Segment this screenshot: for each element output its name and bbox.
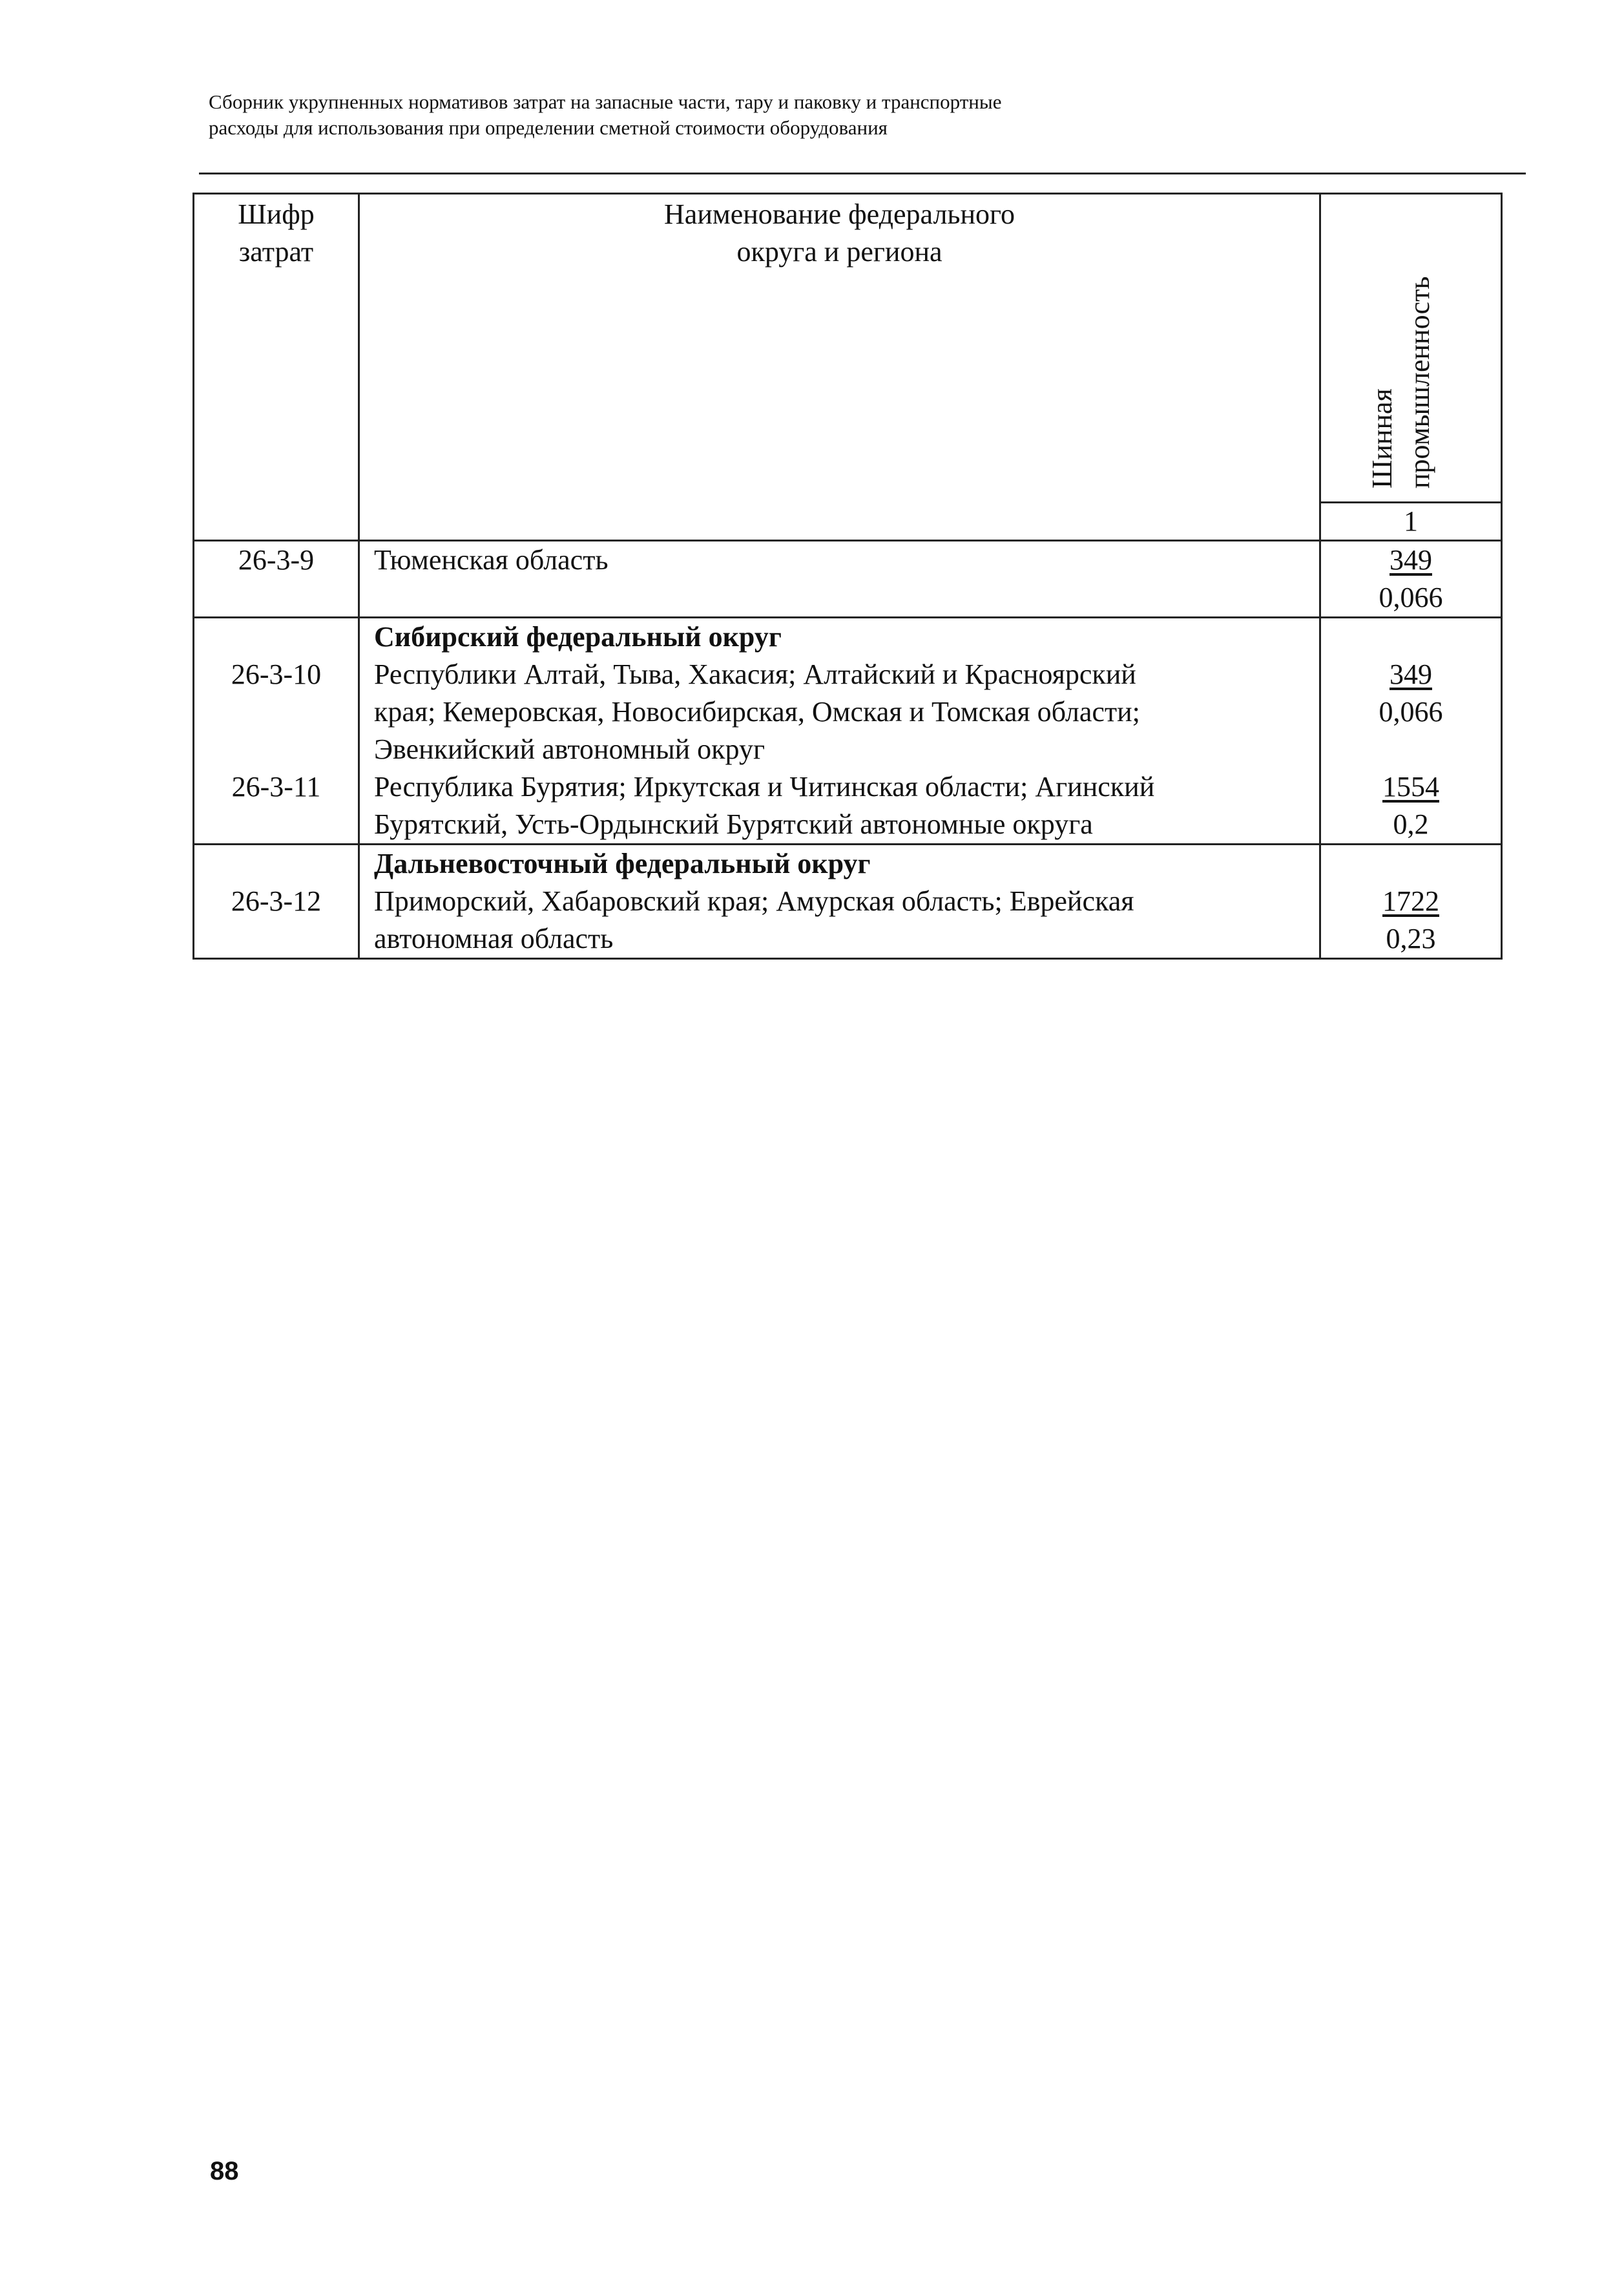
header-divider (199, 173, 1526, 174)
value-numerator: 1554 (1382, 771, 1439, 803)
region-line: Республика Бурятия; Иркутская и Читинская области; Агинский (374, 771, 1155, 803)
row-names (359, 845, 1320, 959)
header-name-line-2: округа и региона (736, 236, 942, 268)
header-industry-cell (1320, 194, 1502, 503)
header-name-line-1: Наименование федерального (664, 198, 1015, 230)
value-denominator: 0,2 (1393, 808, 1429, 840)
region-line: автономная область (374, 923, 614, 954)
header-industry-label (1364, 277, 1439, 489)
region-line: края; Кемеровская, Новосибирская, Омская и Томская области; (374, 696, 1140, 728)
row-codes (194, 845, 359, 959)
page-number: 88 (210, 2157, 239, 2185)
header-code-line-1: Шифр (238, 198, 315, 230)
table-header-row (194, 194, 1502, 503)
value-denominator: 0,23 (1386, 923, 1436, 954)
document-header (209, 89, 1494, 141)
row-names (359, 618, 1320, 845)
header-code-line-2: затрат (238, 236, 314, 268)
header-industry-line-1: Шинная (1366, 388, 1398, 489)
region-line: Эвенкийский автономный округ (374, 733, 765, 765)
row-value (1320, 541, 1502, 618)
header-line-1: Сборник укрупненных нормативов затрат на запасные части, тару и паковку и транспортные (209, 90, 1002, 113)
table-row-siberia (194, 618, 1502, 845)
row-name: Тюменская область (359, 541, 1320, 618)
row-code: 26-3-9 (194, 541, 359, 618)
header-line-2: расходы для использования при определении сметной стоимости оборудования (209, 116, 888, 139)
header-name-cell (359, 194, 1320, 541)
district-heading-siberia: Сибирский федеральный округ (374, 621, 782, 653)
region-line: Республики Алтай, Тыва, Хакасия; Алтайский и Красноярский (374, 658, 1136, 690)
row-codes (194, 618, 359, 845)
value-numerator: 349 (1390, 658, 1432, 690)
value-denominator: 0,066 (1379, 696, 1443, 728)
table-row (194, 541, 1502, 618)
row-code-26-3-10: 26-3-10 (231, 658, 322, 690)
column-number: 1 (1320, 503, 1502, 541)
row-values (1320, 618, 1502, 845)
row-value-denominator: 0,066 (1379, 582, 1443, 613)
district-heading-fareast: Дальневосточный федеральный округ (374, 848, 871, 879)
row-values (1320, 845, 1502, 959)
row-code-26-3-12: 26-3-12 (231, 885, 322, 917)
norms-table (193, 193, 1503, 960)
header-industry-line-2: промышленность (1404, 276, 1435, 489)
row-value-numerator: 349 (1390, 544, 1432, 576)
region-line: Приморский, Хабаровский края; Амурская область; Еврейская (374, 885, 1134, 917)
value-numerator: 1722 (1382, 885, 1439, 917)
header-code-cell (194, 194, 359, 541)
row-code-26-3-11: 26-3-11 (231, 771, 321, 803)
table-row-fareast (194, 845, 1502, 959)
region-line: Бурятский, Усть-Ордынский Бурятский автономные округа (374, 808, 1093, 840)
